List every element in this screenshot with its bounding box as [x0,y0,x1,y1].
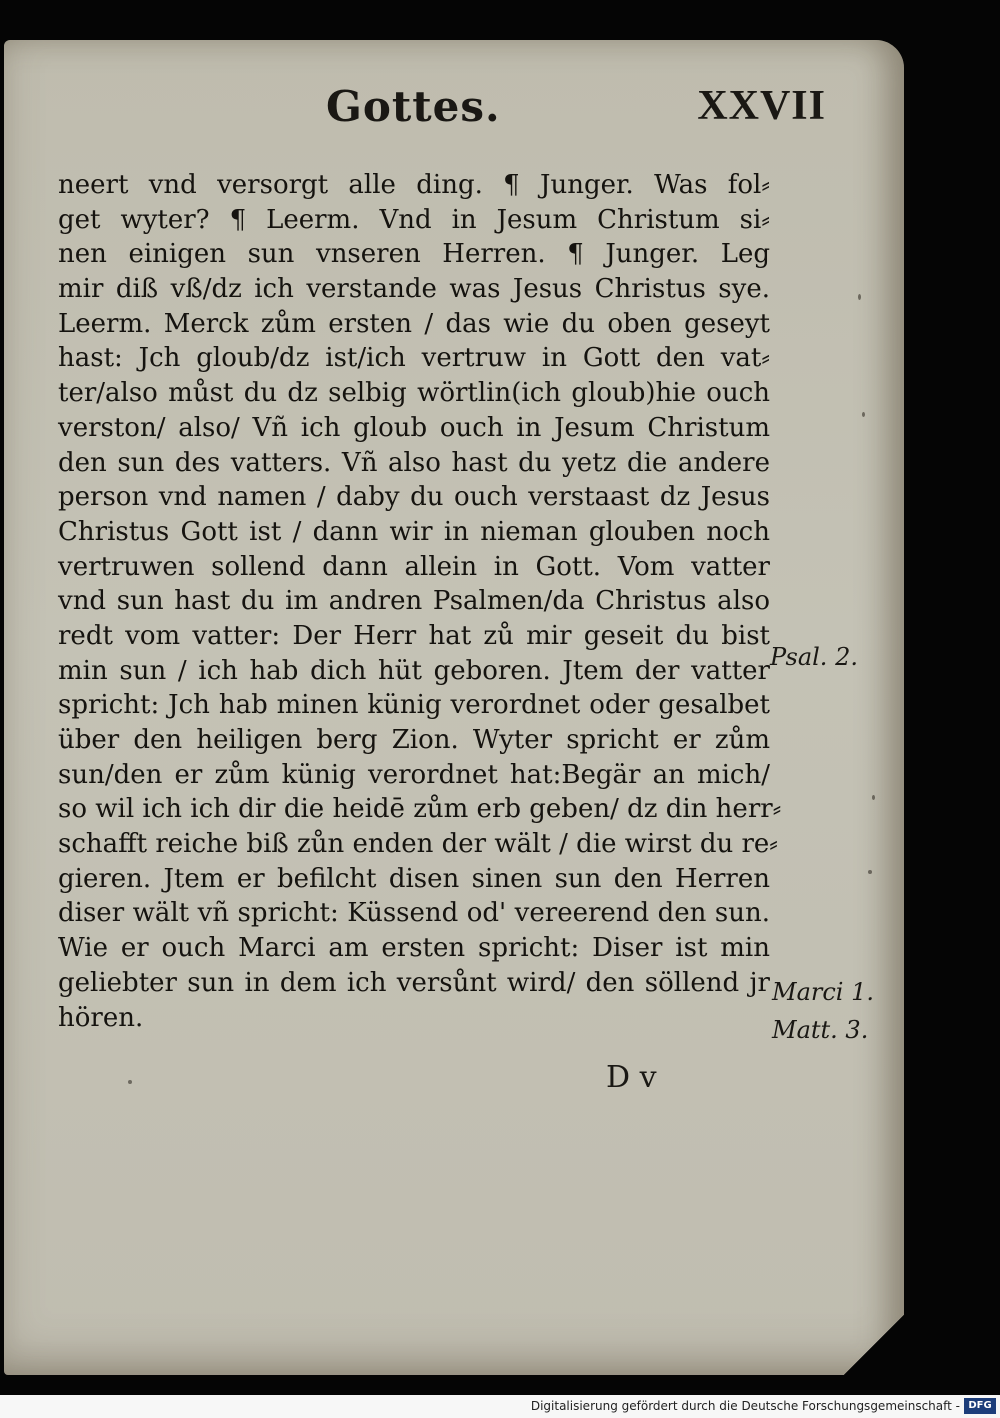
text-line: schafft reiche biß zůn enden der wält / die wirst du re⸗ [58,829,778,860]
text-line: vertruwen sollend dann allein in Gott. Vom vatter [58,551,770,582]
text-line: diser wält vñ spricht: Küssend od' vereerend den sun. [58,898,770,929]
dfg-logo: DFG [964,1398,996,1414]
text-line: geliebter sun in dem ich versůnt wird/ den söllend jr [58,967,770,998]
text-line: so wil ich ich dir die heidē zům erb geben/ dz din herr⸗ [58,794,782,825]
text-line: person vnd namen / daby du ouch verstaast dz Jesus [58,482,770,513]
body-text [58,168,782,1035]
margin-note-psalm: Psal. 2. [770,643,858,671]
text-line: hast: Jch gloub/dz ist/ich vertruw in Gott den vat⸗ [58,343,770,374]
text-line: verston/ also/ Vñ ich gloub ouch in Jesum Christum [58,412,770,443]
ink-speck [128,1080,132,1084]
ink-speck [862,412,865,417]
running-title: Gottes. [326,82,501,131]
text-line: get wyter? ¶ Leerm. Vnd in Jesum Christum si⸗ [58,204,770,235]
text-line: Christus Gott ist / dann wir in nieman glouben noch [58,516,770,547]
ink-speck [868,870,872,874]
text-line: hören. [58,1002,144,1033]
text-line: vnd sun hast du im andren Psalmen/da Christus also [58,586,770,617]
text-line: Wie er ouch Marci am ersten spricht: Diser ist min [58,933,770,964]
text-line: über den heiligen berg Zion. Wyter spricht er zům [58,725,770,755]
text-line: gieren. Jtem er befilcht disen sinen sun den Herren [58,863,770,894]
text-line: nen einigen sun vnseren Herren. ¶ Junger. Leg [58,239,770,270]
text-line: den sun des vatters. Vñ also hast du yetz die andere [58,447,770,478]
folio-number: XXVII [697,83,826,129]
text-line: sun/den er zům künig verordnet hat:Begär an mich/ [58,759,770,790]
text-line: mir diß vß/dz ich verstande was Jesus Christus sye. [58,274,770,305]
text-line: spricht: Jch hab minen künig verordnet oder gesalbet [58,690,770,721]
margin-note-matt: Matt. 3. [772,1016,869,1044]
margin-note-marci: Marci 1. [772,978,874,1006]
text-line: neert vnd versorgt alle ding. ¶ Junger. Was fol⸗ [58,170,770,200]
footer-bar [0,1395,1000,1418]
signature-mark: D v [606,1060,657,1095]
text-line: ter/also můst du dz selbig wörtlin(ich gloub)hie ouch [58,378,770,409]
footer-credit: Digitalisierung gefördert durch die Deutsche Forschungsgemeinschaft - [530,1399,960,1413]
text-line: redt vom vatter: Der Herr hat zů mir geseit du bist [58,620,770,651]
text-line: min sun / ich hab dich hüt geboren. Jtem der vatter [58,655,770,686]
ink-speck [858,294,861,300]
ink-speck [872,795,875,800]
page-header [326,82,826,142]
text-line: Leerm. Merck zům ersten / das wie du oben geseyt [58,308,770,339]
